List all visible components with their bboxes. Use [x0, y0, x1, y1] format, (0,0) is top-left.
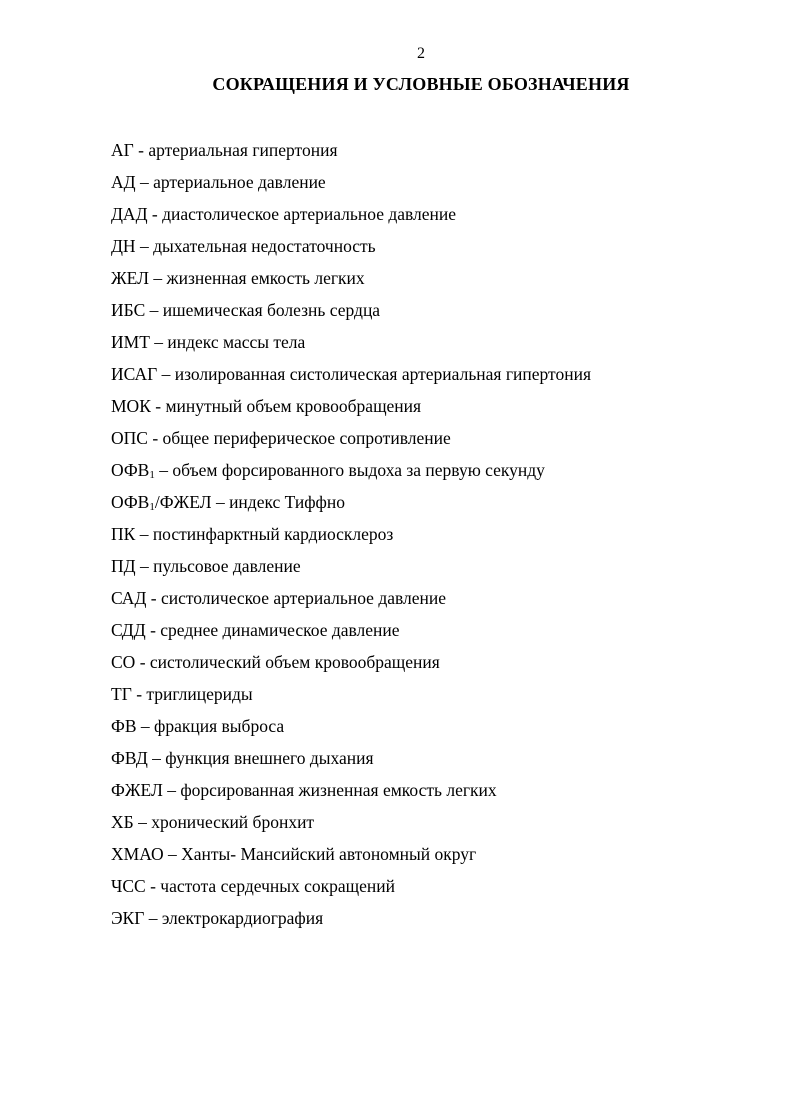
abbreviation-definition: дыхательная недостаточность [153, 236, 376, 256]
abbreviation-item: ОПС - общее периферическое сопротивление [111, 428, 451, 448]
abbreviation-definition: функция внешнего дыхания [165, 748, 374, 768]
subscript: 1 [149, 501, 155, 513]
abbreviation-definition: артериальное давление [153, 172, 326, 192]
abbreviation-definition: пульсовое давление [153, 556, 301, 576]
abbreviation-term: ЧСС [111, 876, 146, 896]
abbreviation-definition: частота сердечных сокращений [160, 876, 396, 896]
abbreviation-item: МОК - минутный объем кровообращения [111, 396, 422, 416]
abbreviation-item: ИБС – ишемическая болезнь сердца [111, 300, 381, 320]
abbreviation-term: $ОФВ_1$ [111, 460, 155, 481]
abbreviation-definition: минутный объем кровообращения [165, 396, 422, 416]
abbreviation-definition: электрокардиография [161, 908, 324, 928]
abbreviation-term: МОК [111, 396, 151, 416]
abbreviation-definition: общее периферическое сопротивление [162, 428, 451, 448]
abbreviation-term: СО [111, 652, 136, 672]
page-title: СОКРАЩЕНИЯ И УСЛОВНЫЕ ОБОЗНАЧЕНИЯ [212, 74, 630, 94]
abbreviation-item: ДН – дыхательная недостаточность [111, 236, 376, 256]
abbreviation-item: $ОФВ_1$/ФЖЕЛ – индекс Тиффно [111, 492, 345, 513]
abbreviation-term: ХБ [111, 812, 134, 832]
abbreviation-item: ПД – пульсовое давление [111, 556, 301, 576]
abbreviation-definition: систолический объем кровообращения [149, 652, 440, 672]
abbreviation-term: ФВ [111, 716, 137, 736]
abbreviation-item: ЖЕЛ – жизненная емкость легких [111, 268, 365, 288]
abbreviation-definition: постинфарктный кардиосклероз [152, 524, 394, 544]
subscript: 1 [149, 469, 155, 481]
abbreviation-definition: жизненная емкость легких [166, 268, 365, 288]
abbreviation-term: ТГ [111, 684, 132, 704]
abbreviation-definition: артериальная гипертония [148, 140, 338, 160]
abbreviation-term: ФВД [111, 748, 148, 768]
abbreviation-term: САД [111, 588, 147, 608]
abbreviation-item: СО - систолический объем кровообращения [111, 652, 440, 672]
abbreviation-item: ФЖЕЛ – форсированная жизненная емкость легких [111, 780, 497, 800]
abbreviation-item: ПК – постинфарктный кардиосклероз [111, 524, 394, 544]
abbreviation-definition: фракция выброса [154, 716, 285, 736]
abbreviation-list [111, 138, 591, 938]
abbreviation-term: ИБС [111, 300, 146, 320]
abbreviation-item: СДД - среднее динамическое давление [111, 620, 400, 640]
abbreviation-definition: среднее динамическое давление [160, 620, 400, 640]
abbreviation-item: ИСАГ – изолированная систолическая артериальная гипертония [111, 364, 592, 384]
abbreviation-item: ДАД - диастолическое артериальное давление [111, 204, 457, 224]
abbreviation-item: ХБ – хронический бронхит [111, 812, 315, 832]
abbreviation-definition: хронический бронхит [151, 812, 315, 832]
abbreviation-item: ФВД – функция внешнего дыхания [111, 748, 374, 768]
abbreviation-definition: индекс Тиффно [229, 492, 345, 512]
abbreviation-term: ОПС [111, 428, 148, 448]
abbreviation-term: СДД [111, 620, 146, 640]
abbreviation-item: АД – артериальное давление [111, 172, 326, 192]
abbreviation-term: АД [111, 172, 136, 192]
abbreviation-definition: изолированная систолическая артериальная гипертония [174, 364, 592, 384]
abbreviation-term: $ОФВ_1$/ФЖЕЛ [111, 492, 212, 513]
abbreviation-definition: ишемическая болезнь сердца [162, 300, 381, 320]
abbreviation-item: ХМАО – Ханты- Мансийский автономный округ [111, 844, 477, 864]
abbreviation-item: ИМТ – индекс массы тела [111, 332, 306, 352]
abbreviation-item: $ОФВ_1$ – объем форсированного выдоха за первую секунду [111, 460, 545, 481]
abbreviation-definition: объем форсированного выдоха за первую секунду [172, 460, 545, 480]
abbreviation-term: АГ [111, 140, 134, 160]
abbreviation-term: ПД [111, 556, 136, 576]
abbreviation-item: ТГ - триглицериды [111, 684, 253, 704]
abbreviation-term: ХМАО [111, 844, 164, 864]
abbreviation-term: ПК [111, 524, 136, 544]
abbreviation-item: ФВ – фракция выброса [111, 716, 285, 736]
abbreviation-term: ДАД [111, 204, 148, 224]
abbreviation-term: ЭКГ [111, 908, 145, 928]
abbreviation-definition: Ханты- Мансийский автономный округ [181, 844, 477, 864]
abbreviation-term: ИСАГ [111, 364, 158, 384]
abbreviation-item: ЧСС - частота сердечных сокращений [111, 876, 396, 896]
abbreviation-term: ИМТ [111, 332, 150, 352]
abbreviation-term: ФЖЕЛ [111, 780, 163, 800]
abbreviation-item: САД - систолическое артериальное давление [111, 588, 447, 608]
abbreviation-item: ЭКГ – электрокардиография [111, 908, 324, 928]
abbreviation-definition: диастолическое артериальное давление [162, 204, 457, 224]
abbreviation-term: ДН [111, 236, 136, 256]
abbreviation-term: ЖЕЛ [111, 268, 150, 288]
abbreviation-item: АГ - артериальная гипертония [111, 140, 338, 160]
abbreviation-definition: форсированная жизненная емкость легких [180, 780, 497, 800]
abbreviation-definition: систолическое артериальное давление [160, 588, 447, 608]
abbreviation-definition: индекс массы тела [167, 332, 306, 352]
page-number: 2 [417, 45, 425, 62]
abbreviation-definition: триглицериды [146, 684, 253, 704]
